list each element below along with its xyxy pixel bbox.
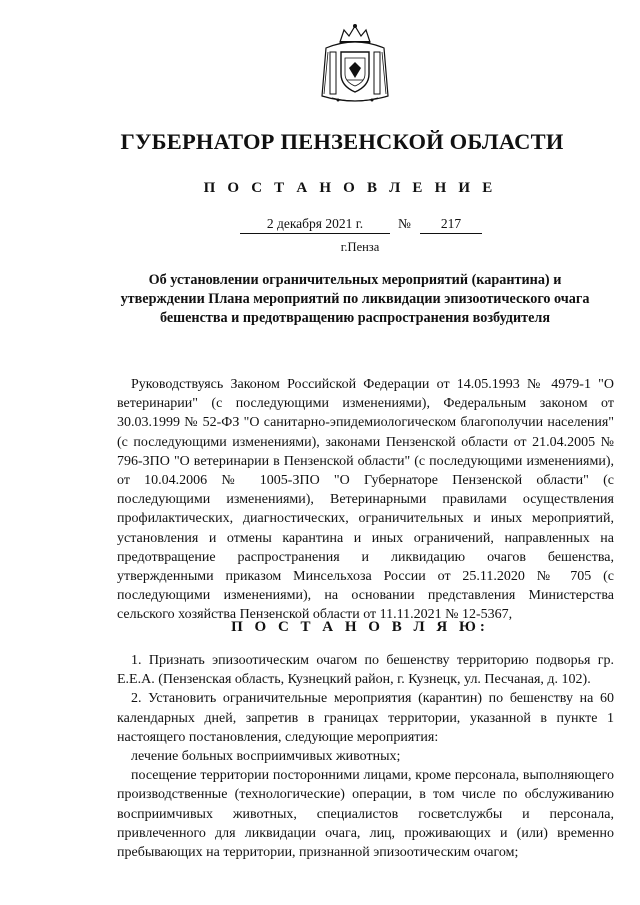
coat-of-arms-emblem — [318, 22, 392, 104]
resolution-items — [117, 651, 614, 862]
resolution-subitem-treatment: лечение больных восприимчивых животных; — [131, 749, 401, 765]
resolution-item-1: 1. Признать эпизоотическим очагом по бешенству территорию подворья гр. Е.Е.А. (Пензенская область, Кузнецкий район, г. Кузнецк, ул. Песчаная, д. 102). — [117, 653, 614, 688]
document-number: 217 — [420, 216, 482, 234]
number-label: № — [398, 216, 411, 231]
authority-title: ГУБЕРНАТОР ПЕНЗЕНСКОЙ ОБЛАСТИ — [120, 129, 564, 154]
document-type: П О С Т А Н О В Л Е Н И Е — [203, 180, 497, 196]
city: г.Пенза — [340, 240, 380, 254]
resolve-heading: П О С Т А Н О В Л Я Ю: — [231, 619, 489, 635]
document-date: 2 декабря 2021 г. — [240, 216, 390, 234]
preamble-paragraph: Руководствуясь Законом Российской Федерации от 14.05.1993 № 4979-1 "О ветеринарии" (с последующими изменениями), Федеральным законом от 30.03.1999 № 52-ФЗ "О санитарно-эпидемиологическом благополучии населения" (с последующими изменениями), законами Пензенской области от 21.04.2005 № 796-ЗПО "О ветеринарии в Пензенской области" (с последующими изменениями), от 10.04.2006 № 1005-ЗПО "О Губернаторе Пензенской области" (с последующими изменениями), Ветеринарными правилами осуществления профилактических, диагностических, ограничительных и иных мероприятий, установления и отмены карантина и иных ограничений, направленных на предотвращение распространения и ликвидацию очагов бешенства, утвержденными приказом Минсельхоза России от 25.11.2020 № 705 (с последующими изменениями), на основании представления Министерства сельского хозяйства Пензенской области от 11.11.2021 № 12-5367, — [117, 377, 614, 623]
resolution-item-2: 2. Установить ограничительные мероприятия (карантин) по бешенству на 60 календарных дней, запретив в границах территории, указанной в пункте 1 настоящего постановления, следующие мероприятия: — [117, 691, 614, 745]
document-subject: Об установлении ограничительных мероприятий (карантина) и утверждении Плана мероприятий по ликвидации эпизоотического очага бешенства и предотвращению распространения возбудителя — [120, 272, 590, 326]
date-number-line — [240, 216, 486, 236]
resolution-subitem-visits: посещение территории посторонними лицами, кроме персонала, выполняющего производственные (технологические) операции, в том числе по обслуживанию восприимчивых животных, специалистов госветслужбы и персонала, привлеченного для ликвидации очага, лиц, проживающих и (или) временно пребывающих на территории, признанной эпизоотическим очагом; — [117, 768, 614, 861]
